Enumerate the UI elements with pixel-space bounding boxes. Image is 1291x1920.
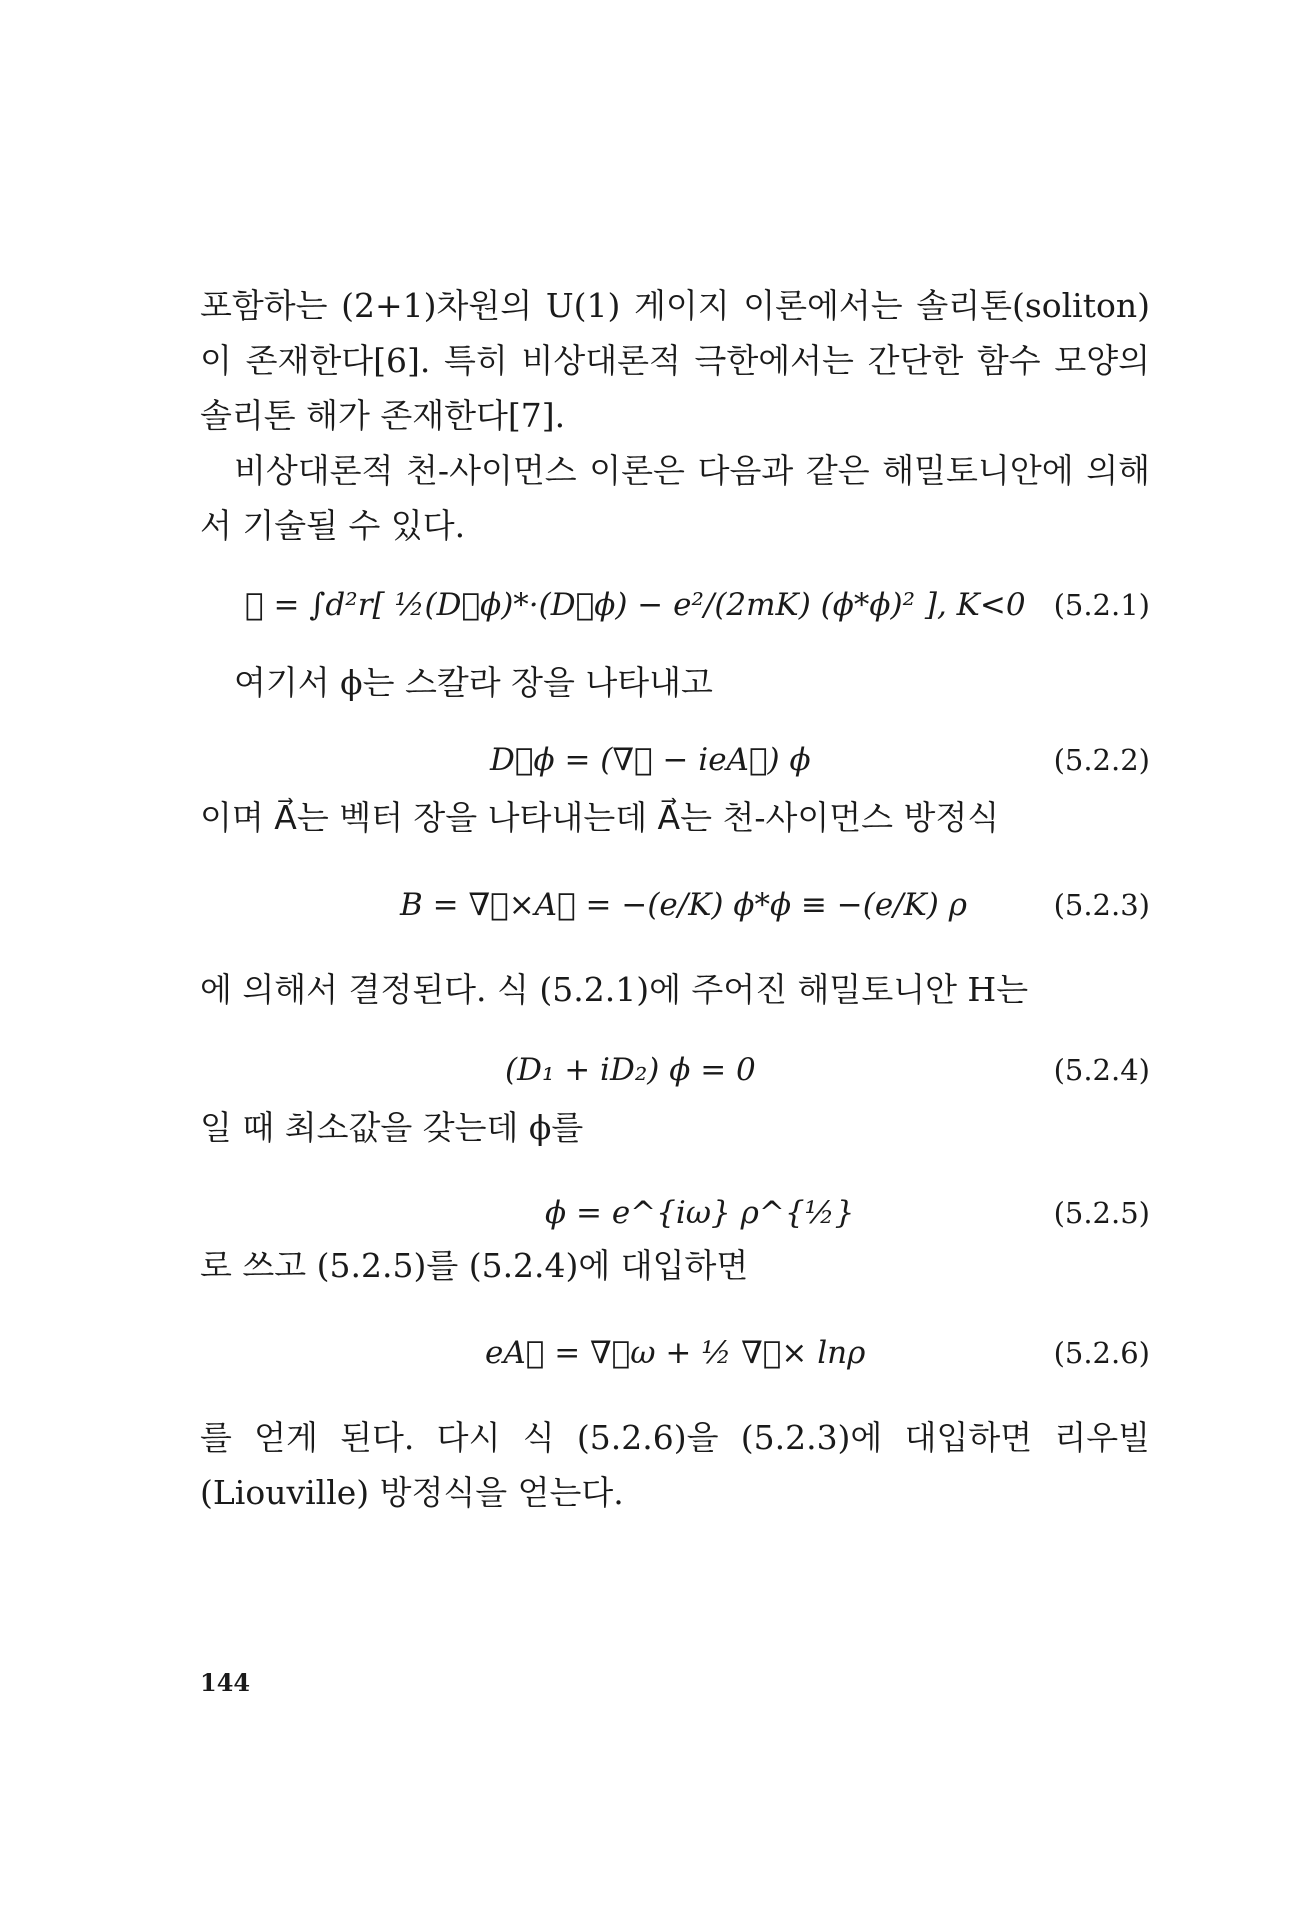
equation-number-5-2-2: (5.2.2) (1053, 743, 1150, 777)
paragraph-liouville: 를 얻게 된다. 다시 식 (5.2.6)을 (5.2.3)에 대입하면 리우빌 (Liouville) 방정식을 얻는다. (200, 1418, 1150, 1512)
equation-5-2-5: ϕ = e^{iω} ρ^{½} (545, 1195, 855, 1231)
paragraph-soliton-intro: 포함하는 (2+1)차원의 U(1) 게이지 이론에서는 솔리톤(soliton)이 존재한다[6]. 특히 비상대론적 극한에서는 간단한 함수 모양의 솔리톤 해가 존재한다[7]. (200, 286, 1150, 435)
equation-5-2-3: B = ∇⃗×A⃗ = −(e/K) ϕ*ϕ ≡ −(e/K) ρ (400, 887, 967, 923)
equation-5-2-2: D⃗ϕ = (∇⃗ − ieA⃗) ϕ (490, 742, 811, 778)
equation-number-5-2-3: (5.2.3) (1053, 888, 1150, 922)
paragraph-scalar-field: 여기서 ϕ는 스칼라 장을 나타내고 (234, 663, 713, 702)
equation-5-2-4: (D₁ + iD₂) ϕ = 0 (505, 1052, 756, 1088)
equation-5-2-1: ℋ = ∫d²r[ ½(D⃗ϕ)*·(D⃗ϕ) − e²/(2mK) (ϕ*ϕ)² ], K<0 (245, 587, 1026, 623)
paragraph-hamiltonian-intro: 비상대론적 천-사이먼스 이론은 다음과 같은 해밀토니안에 의해서 기술될 수 있다. (200, 451, 1150, 545)
equation-number-5-2-6: (5.2.6) (1053, 1336, 1150, 1370)
equation-number-5-2-4: (5.2.4) (1053, 1053, 1150, 1087)
equation-row-5-2-1 (200, 570, 1150, 640)
equation-row-5-2-6 (200, 1318, 1150, 1388)
paragraph-minimum: 일 때 최소값을 갖는데 ϕ를 (200, 1108, 584, 1147)
paragraph-vector-field: 이며 A⃗는 벡터 장을 나타내는데 A⃗는 천-사이먼스 방정식 (200, 798, 1000, 837)
page-number: 144 (200, 1668, 251, 1697)
equation-5-2-6: eA⃗ = ∇⃗ω + ½ ∇⃗× lnρ (485, 1335, 866, 1371)
equation-number-5-2-5: (5.2.5) (1053, 1196, 1150, 1230)
equation-number-5-2-1: (5.2.1) (1053, 588, 1150, 622)
paragraph-substitute: 로 쓰고 (5.2.5)를 (5.2.4)에 대입하면 (200, 1246, 749, 1285)
paragraph-determined: 에 의해서 결정된다. 식 (5.2.1)에 주어진 해밀토니안 H는 (200, 970, 1029, 1009)
equation-row-5-2-2 (200, 725, 1150, 795)
equation-row-5-2-4 (200, 1035, 1150, 1105)
equation-row-5-2-3 (200, 870, 1150, 940)
